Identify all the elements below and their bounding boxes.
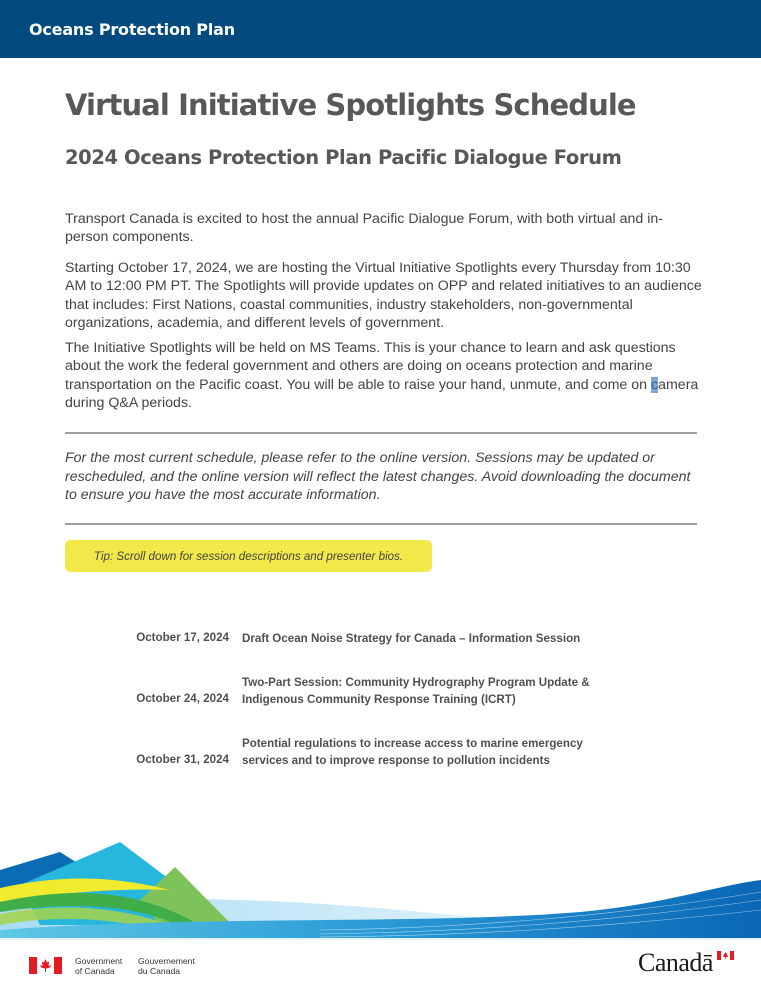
session-date: October 24, 2024 [136, 691, 229, 705]
session-title: Draft Ocean Noise Strategy for Canada – Information Session [242, 632, 581, 645]
wordmark-flag-icon [717, 951, 734, 960]
session-date: October 17, 2024 [136, 631, 229, 644]
online-version-notice: For the most current schedule, please refer to the online version. Sessions may be updated or rescheduled, and the online version will reflect the latest changes. Avoid downloading the document to ensure you have the most accurate information. [65, 450, 691, 503]
text-cursor-marker: c [651, 376, 659, 393]
tip-callout [65, 540, 432, 572]
teams-paragraph-text-end: amera during Q&A periods. [65, 376, 699, 411]
session-title: Potential regulations to increase access to marine emergency services and to improve response to pollution incidents [242, 737, 583, 767]
schedule-paragraph: Starting October 17, 2024, we are hosting the Virtual Initiative Spotlights every Thursday from 10:30 AM to 12:00 PM PT. The Spotlights will provide updates on OPP and related initiatives to an audience that includes: First Nations, coastal communities, industry stakeholders, non-governmental organizations, academia, and different levels of government. [65, 260, 702, 331]
canada-flag-icon [29, 957, 62, 974]
gouvernement-du-canada-text: Gouvernement du Canada [138, 956, 195, 976]
divider-bottom [65, 523, 697, 525]
intro-paragraph: Transport Canada is excited to host the annual Pacific Dialogue Forum, with both virtual and in-person components. [65, 211, 664, 246]
teams-paragraph [65, 339, 705, 412]
footer-divider [0, 938, 761, 940]
government-of-canada-text: Government of Canada [75, 956, 123, 976]
tip-text: Tip: Scroll down for session descriptions and presenter bios. [93, 549, 404, 563]
header-banner [0, 0, 761, 58]
divider-top [65, 432, 697, 434]
page-title: Virtual Initiative Spotlights Schedule [65, 88, 636, 122]
session-date: October 31, 2024 [136, 752, 229, 766]
page-subtitle: 2024 Oceans Protection Plan Pacific Dialogue Forum [65, 146, 622, 169]
decorative-waves [0, 830, 761, 940]
canada-wordmark: Canadā [638, 948, 713, 977]
teams-paragraph-text: The Initiative Spotlights will be held on MS Teams. This is your chance to learn and ask questions about the work the federal government and others are doing on oceans protection and marine transportation on the Pacific coast. You will be able to raise your hand, unmute, and come on [65, 340, 676, 393]
header-title: Oceans Protection Plan [29, 20, 235, 39]
session-title: Two-Part Session: Community Hydrography Program Update & Indigenous Community Response Training (ICRT) [242, 676, 590, 706]
